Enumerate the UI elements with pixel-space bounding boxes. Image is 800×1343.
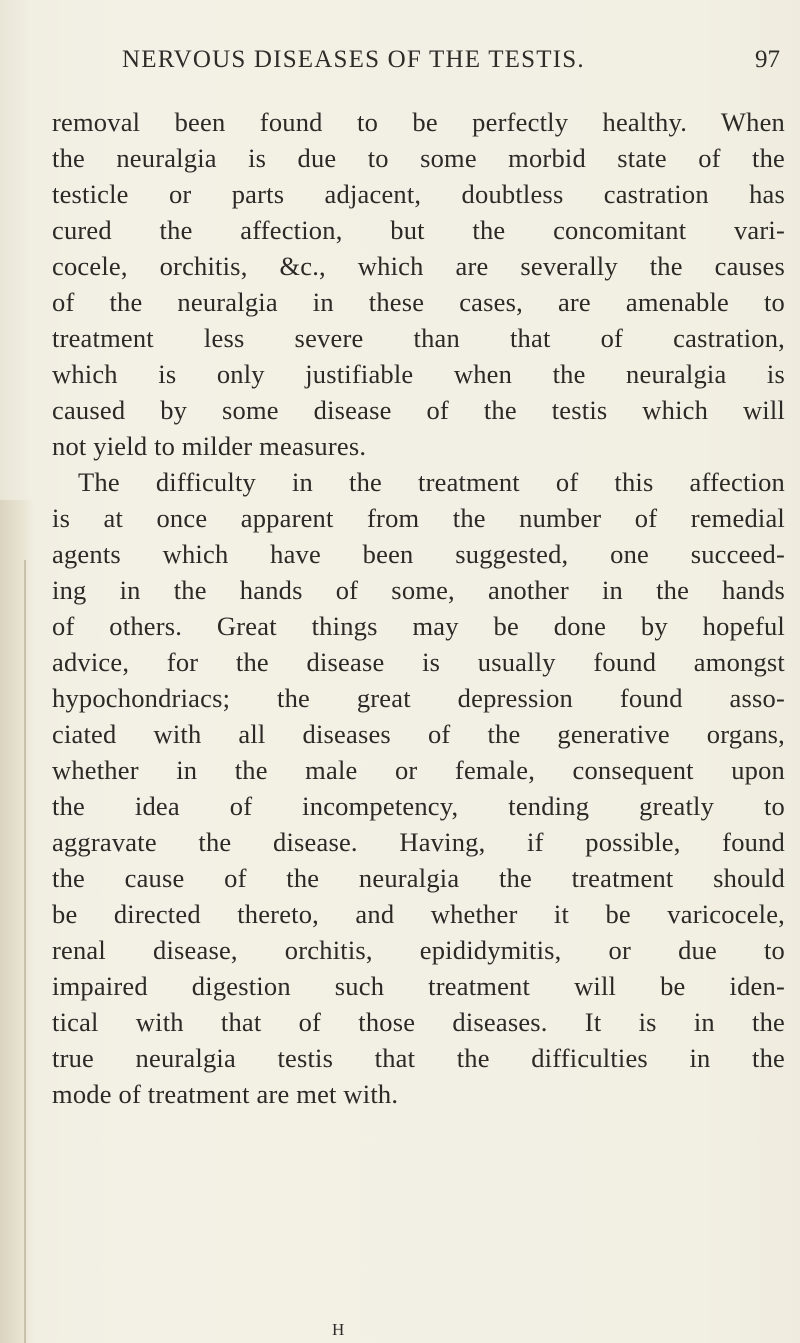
text-line: true neuralgia testis that the difficulties in the (52, 1043, 785, 1073)
text-line: mode of treatment are met with. (52, 1079, 399, 1109)
text-line: of others. Great things may be done by hopeful (52, 611, 785, 641)
text-line: caused by some disease of the testis which will (52, 395, 785, 425)
text-line: cocele, orchitis, &c., which are severally the causes (52, 251, 785, 281)
running-head: NERVOUS DISEASES OF THE TESTIS. (122, 46, 585, 73)
page-header (0, 46, 800, 86)
text-line: ciated with all diseases of the generative organs, (52, 719, 785, 749)
body-text (52, 104, 785, 1112)
page-number: 97 (755, 46, 780, 73)
text-line: aggravate the disease. Having, if possible, found (52, 827, 785, 857)
text-line: ing in the hands of some, another in the hands (52, 575, 785, 605)
text-line: the neuralgia is due to some morbid state of the (52, 143, 785, 173)
text-line: the cause of the neuralgia the treatment should (52, 863, 785, 893)
text-line: testicle or parts adjacent, doubtless castration has (52, 179, 785, 209)
text-line: renal disease, orchitis, epididymitis, or due to (52, 935, 785, 965)
signature-mark: H (332, 1320, 346, 1339)
text-line: the idea of incompetency, tending greatly to (52, 791, 785, 821)
text-line: treatment less severe than that of castration, (52, 323, 785, 353)
text-line: impaired digestion such treatment will be iden- (52, 971, 785, 1001)
binding-gutter-shadow (0, 500, 34, 1343)
text-line: whether in the male or female, consequent upon (52, 755, 785, 785)
text-line: be directed thereto, and whether it be varicocele, (52, 899, 785, 929)
text-line: not yield to milder measures. (52, 431, 367, 461)
text-line: hypochondriacs; the great depression found asso- (52, 683, 785, 713)
text-line: is at once apparent from the number of remedial (52, 503, 785, 533)
text-line: which is only justifiable when the neuralgia is (52, 359, 785, 389)
binding-edge-line (24, 560, 26, 1343)
paragraph-start-line: The difficulty in the treatment of this affection (78, 467, 785, 497)
text-line: of the neuralgia in these cases, are amenable to (52, 287, 785, 317)
text-line: cured the affection, but the concomitant vari- (52, 215, 785, 245)
text-line: removal been found to be perfectly healthy. When (52, 107, 785, 137)
text-line: advice, for the disease is usually found amongst (52, 647, 785, 677)
text-line: agents which have been suggested, one succeed- (52, 539, 785, 569)
text-line: tical with that of those diseases. It is in the (52, 1007, 785, 1037)
